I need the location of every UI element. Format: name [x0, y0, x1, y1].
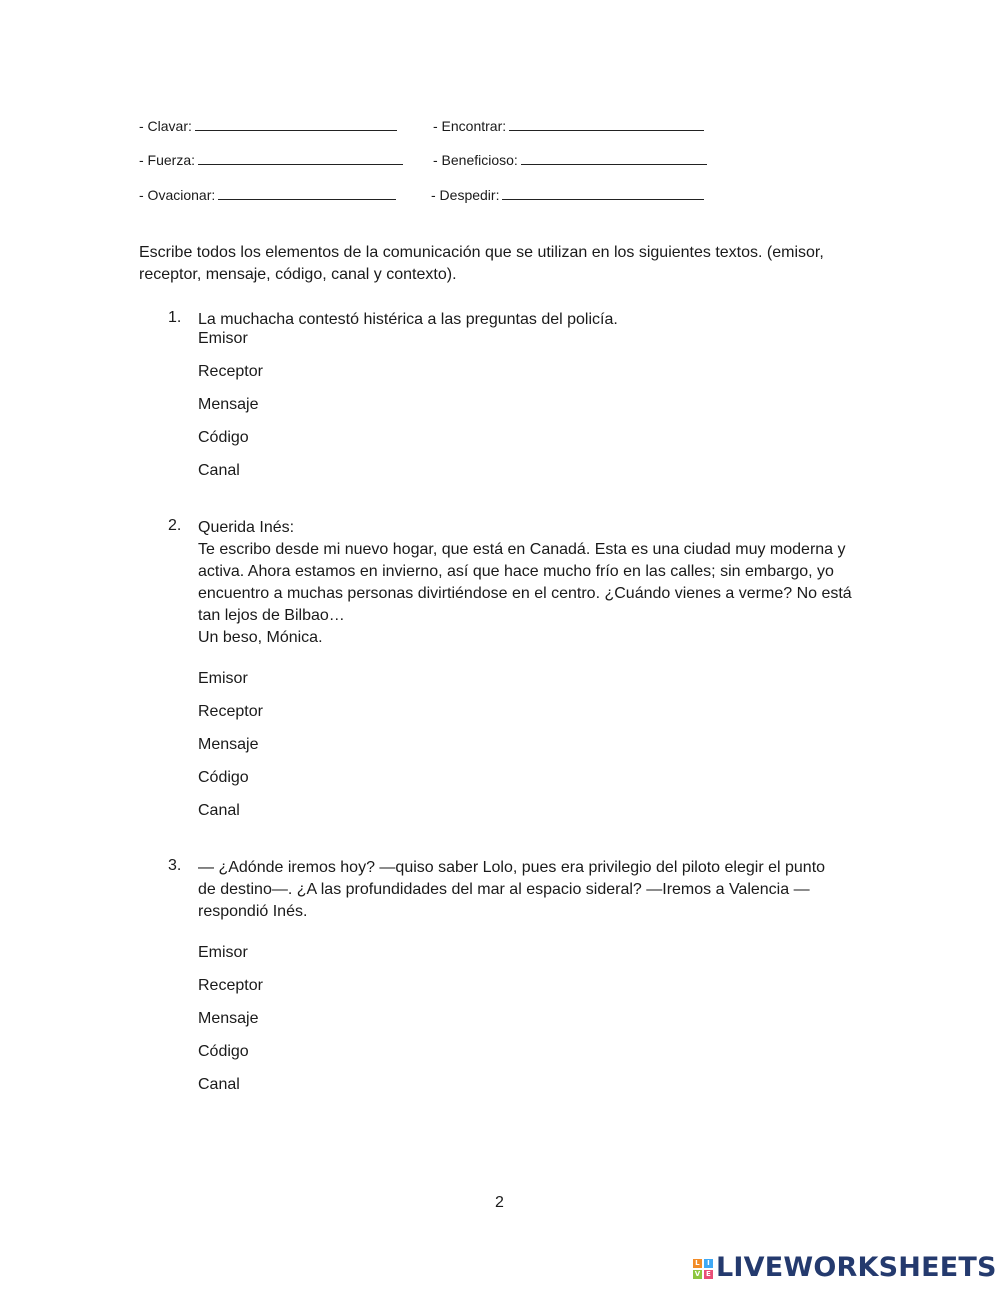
vocab-label: - Fuerza: [139, 152, 196, 168]
question-number: 1. [168, 309, 182, 326]
answer-blank[interactable] [509, 118, 704, 131]
vocab-label: - Clavar: [139, 118, 192, 134]
vocab-label: - Encontrar: [433, 118, 507, 134]
label-emisor: Emisor [198, 670, 248, 687]
question-text: La muchacha contestó histérica a las preguntas del policía. [198, 311, 618, 328]
instructions: Escribe todos los elementos de la comunicación que se utilizan en los siguientes textos. (emisor, receptor, mensaje, código, canal y contexto). [139, 244, 824, 283]
label-mensaje: Mensaje [198, 396, 259, 413]
label-receptor: Receptor [198, 977, 263, 994]
label-receptor: Receptor [198, 363, 263, 380]
answer-blank[interactable] [502, 187, 704, 200]
label-receptor: Receptor [198, 703, 263, 720]
label-canal: Canal [198, 462, 240, 479]
vocab-item-beneficioso [433, 152, 707, 168]
question-number: 2. [168, 517, 182, 534]
logo-text: LIVEWORKSHEETS [716, 1252, 997, 1283]
vocab-label: - Beneficioso: [433, 152, 518, 168]
label-codigo: Código [198, 1043, 249, 1060]
vocab-label: - Despedir: [431, 187, 500, 203]
vocab-item-ovacionar [139, 187, 396, 203]
label-codigo: Código [198, 429, 249, 446]
vocab-item-despedir [431, 187, 704, 203]
liveworksheets-logo [693, 1252, 997, 1283]
label-emisor: Emisor [198, 944, 248, 961]
label-mensaje: Mensaje [198, 736, 259, 753]
letter-signature: Un beso, Mónica. [198, 629, 323, 646]
letter-greeting: Querida Inés: [198, 519, 295, 536]
answer-blank[interactable] [198, 152, 403, 165]
page-number: 2 [495, 1194, 504, 1211]
label-codigo: Código [198, 769, 249, 786]
vocab-label: - Ovacionar: [139, 187, 216, 203]
label-mensaje: Mensaje [198, 1010, 259, 1027]
label-emisor: Emisor [198, 330, 248, 347]
answer-blank[interactable] [195, 118, 397, 131]
question-text: — ¿Adónde iremos hoy? —quiso saber Lolo, pues era privilegio del piloto elegir el punto de destino—. ¿A las profundidades del mar al espacio sideral? —Iremos a Valencia —respondió Inés. [198, 859, 826, 920]
vocab-item-encontrar [433, 118, 704, 134]
vocab-item-clavar [139, 118, 397, 134]
vocab-item-fuerza [139, 152, 403, 168]
label-canal: Canal [198, 1076, 240, 1093]
question-number: 3. [168, 857, 182, 874]
answer-blank[interactable] [521, 152, 707, 165]
letter-body: Te escribo desde mi nuevo hogar, que está en Canadá. Esta es una ciudad muy moderna y activa. Ahora estamos en invierno, así que hace mucho frío en las calles; sin embargo, yo encuentro a muchas personas divirtiéndose en el centro. ¿Cuándo vienes a verme? No está tan lejos de Bilbao… [198, 541, 852, 624]
answer-blank[interactable] [218, 187, 396, 200]
label-canal: Canal [198, 802, 240, 819]
logo-badge-icon: L I V E [693, 1259, 713, 1279]
